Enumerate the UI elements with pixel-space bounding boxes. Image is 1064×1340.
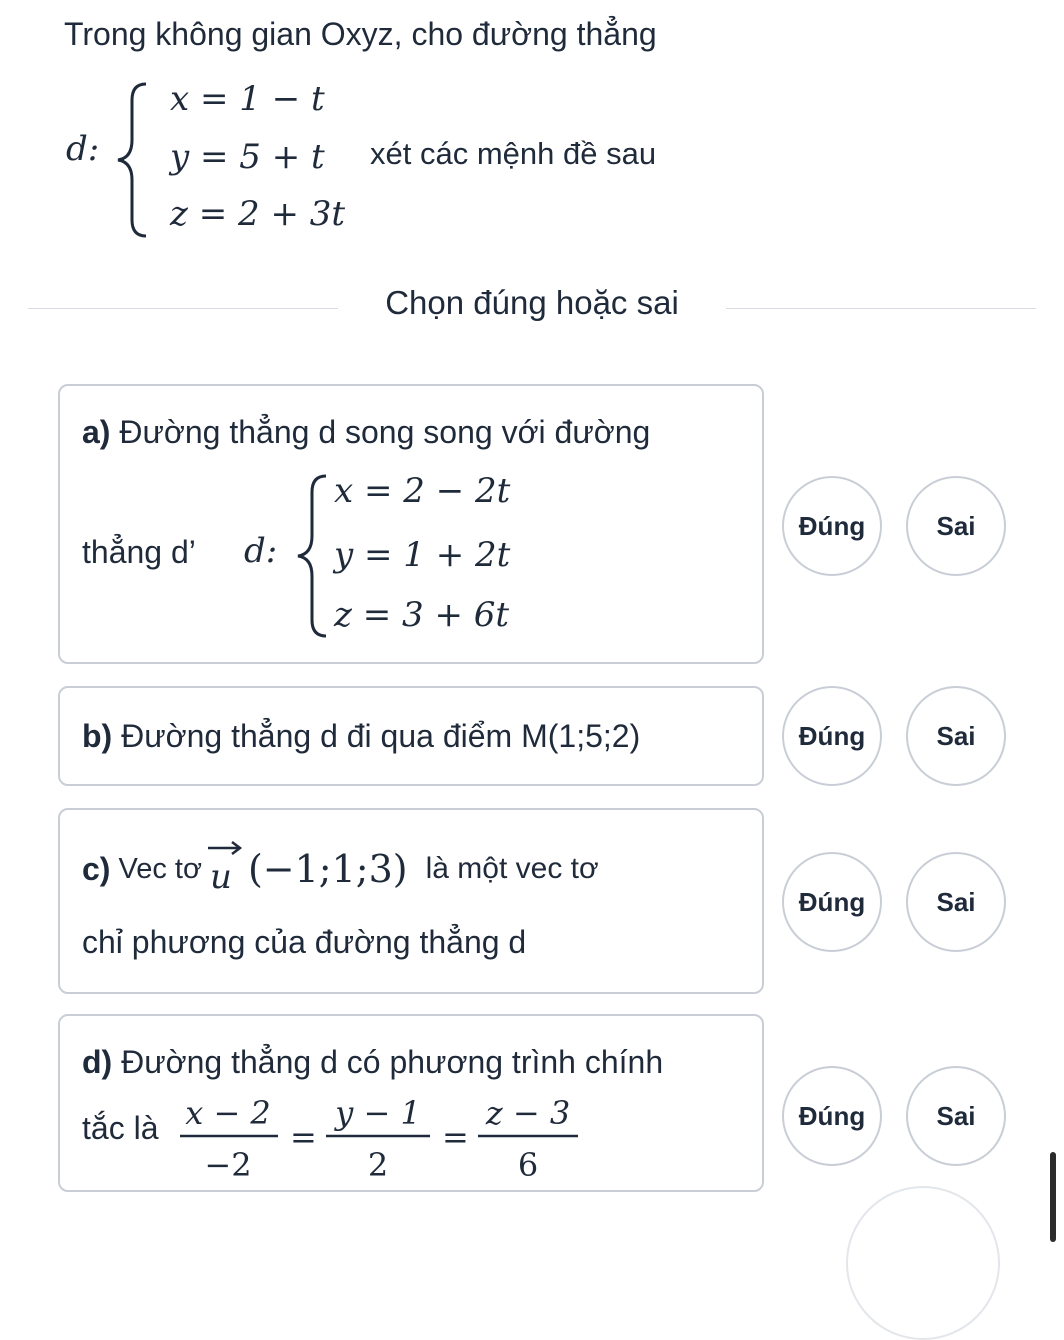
brace-icon (118, 84, 146, 236)
equals-sign-1: = (290, 1118, 317, 1156)
problem-eq-z: z = 2 + 3t (170, 194, 346, 234)
fraction-3-denominator: 6 (517, 1146, 539, 1184)
statement-d-label: d) (82, 1044, 113, 1080)
statement-c-label: c) (82, 851, 111, 887)
statement-d-line1 (82, 1042, 663, 1082)
statement-c-line2: chỉ phương của đường thẳng d (82, 924, 527, 960)
statement-b-false-button[interactable]: Sai (906, 686, 1006, 786)
fraction-3-numerator: z − 3 (485, 1094, 571, 1132)
vector-coords: (−1;1;3) (247, 847, 408, 891)
statement-d-false-button[interactable]: Sai (906, 1066, 1006, 1166)
equals-sign-2: = (442, 1118, 469, 1156)
section-title (0, 284, 1064, 322)
statement-b-label: b) (82, 718, 113, 754)
statement-c-line1 (82, 834, 599, 904)
statement-c-text-before: Vec tơ (118, 853, 202, 885)
statement-c-false-button[interactable]: Sai (906, 852, 1006, 952)
statement-a-false-button[interactable]: Sai (906, 476, 1006, 576)
problem-suffix: xét các mệnh đề sau (370, 136, 657, 171)
statement-a-eq-x: x = 2 − 2t (334, 471, 511, 511)
statement-b-true-button[interactable]: Đúng (782, 686, 882, 786)
statement-a-line-name: d: (244, 531, 278, 571)
statement-a-text: Đường thẳng d song song với đường (119, 414, 651, 450)
statement-card-c (58, 808, 764, 994)
fraction-1-numerator: x − 2 (185, 1094, 271, 1132)
statement-b-line1 (82, 716, 640, 756)
vector-u-letter: u (209, 857, 232, 897)
statement-card-b (58, 686, 764, 786)
scrollbar[interactable] (1050, 1152, 1056, 1242)
problem-line-name: d: (66, 129, 100, 169)
statement-a-line-system (240, 462, 570, 652)
statement-d-equation (172, 1086, 602, 1186)
brace-icon (298, 476, 326, 636)
statement-d-line2: tắc là (82, 1110, 159, 1146)
statement-c-text-after: là một vec tơ (425, 852, 599, 885)
statement-card-a (58, 384, 764, 664)
statement-d-true-button[interactable]: Đúng (782, 1066, 882, 1166)
problem-eq-y: y = 5 + t (170, 137, 325, 177)
floating-action-button[interactable] (846, 1186, 1000, 1340)
problem-eq-x: x = 1 − t (170, 79, 325, 119)
fraction-2-numerator: y − 1 (335, 1094, 421, 1132)
fraction-2-denominator: 2 (367, 1146, 389, 1184)
section-title-text: Chọn đúng hoặc sai (357, 284, 707, 321)
statement-a-eq-z: z = 3 + 6t (334, 595, 510, 635)
statement-card-d (58, 1014, 764, 1192)
statement-b-text: Đường thẳng d đi qua điểm M(1;5;2) (121, 718, 641, 754)
vector-u-symbol (202, 834, 246, 904)
statement-d-text: Đường thẳng d có phương trình chính (121, 1044, 664, 1080)
statement-c-true-button[interactable]: Đúng (782, 852, 882, 952)
problem-intro: Trong không gian Oxyz, cho đường thẳng (64, 16, 657, 52)
problem-line-system (60, 70, 760, 250)
statement-a-line2: thẳng d’ (82, 534, 196, 570)
fraction-1-denominator: −2 (204, 1146, 252, 1184)
statement-a-true-button[interactable]: Đúng (782, 476, 882, 576)
statement-a-label: a) (82, 414, 111, 450)
statement-a-eq-y: y = 1 + 2t (334, 535, 511, 575)
statement-a-line1 (82, 412, 650, 452)
